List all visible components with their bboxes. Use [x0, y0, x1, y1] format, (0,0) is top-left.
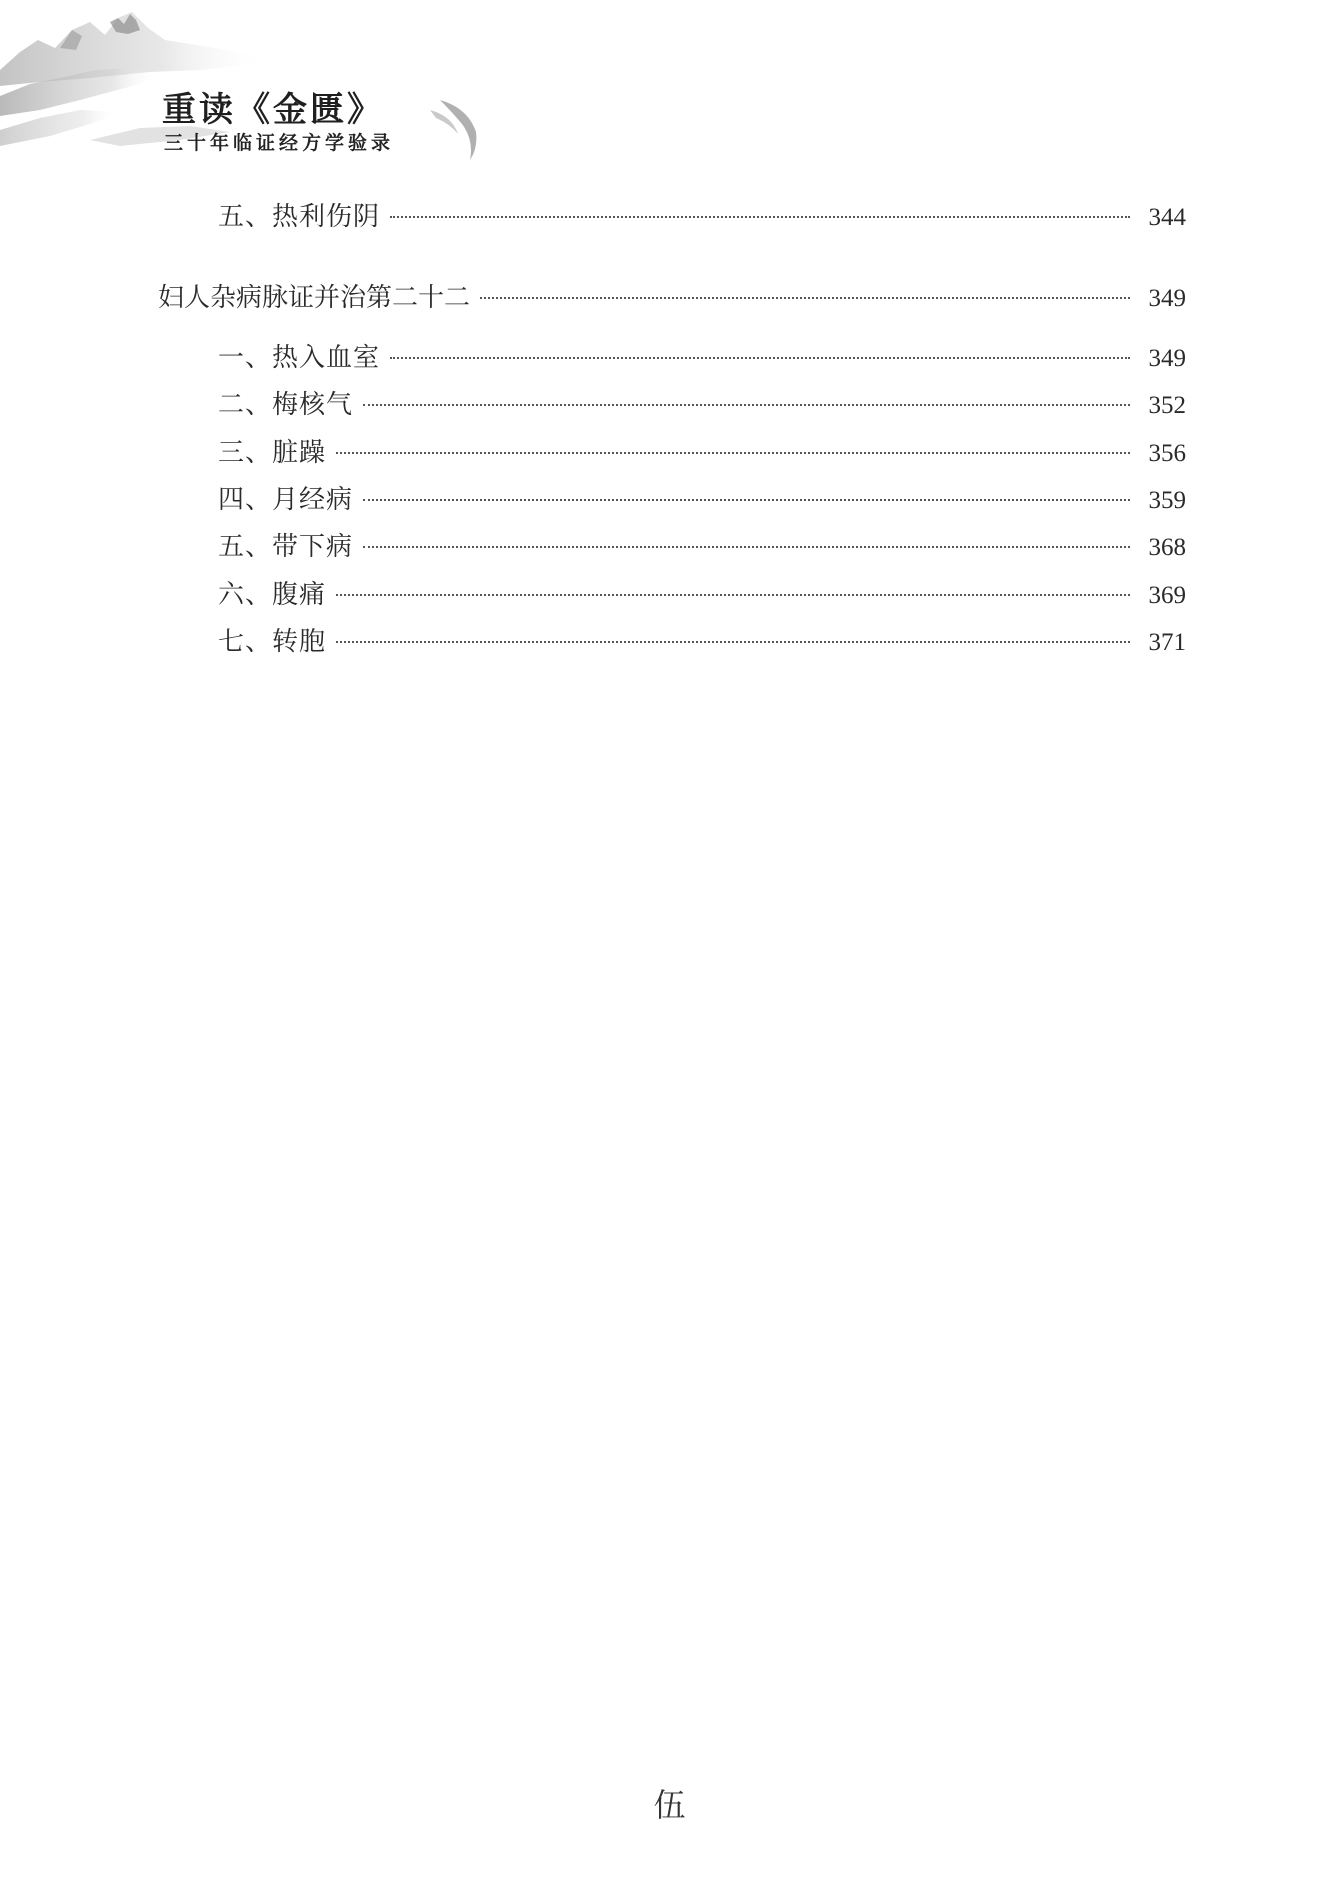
dot-leader: [336, 452, 1130, 454]
toc-entry[interactable]: [218, 526, 1186, 560]
toc-entry-label: 六、腹痛: [218, 580, 327, 610]
toc-entry[interactable]: [218, 432, 1186, 466]
toc-entry[interactable]: [218, 574, 1186, 608]
toc-entry-page: 369: [1148, 582, 1186, 609]
toc-entry-label: 五、热利伤阴: [218, 202, 381, 232]
toc-entry-label: 二、梅核气: [218, 390, 354, 420]
dot-leader: [363, 499, 1130, 501]
toc-entry[interactable]: [218, 337, 1186, 371]
dot-leader: [390, 216, 1130, 218]
toc-entry[interactable]: [218, 479, 1186, 513]
toc-entry-label: 四、月经病: [218, 485, 354, 515]
dot-leader: [390, 357, 1130, 359]
toc-entry-page: 344: [1148, 204, 1186, 231]
toc-entry-page: 371: [1148, 629, 1186, 656]
book-title: 重读《金匮》: [162, 90, 384, 130]
dot-leader: [336, 594, 1130, 596]
page-number: 伍: [653, 1786, 686, 1824]
dot-leader: [363, 404, 1130, 406]
toc-entry-page: 359: [1148, 487, 1186, 514]
toc-entry-label: 七、转胞: [218, 627, 327, 657]
toc-entry-label: 一、热入血室: [218, 343, 381, 373]
toc-entry-page: 356: [1148, 440, 1186, 467]
toc-entry-page: 368: [1148, 534, 1186, 561]
toc-chapter-label: 妇人杂病脉证并治第二十二: [158, 283, 471, 313]
toc-entry[interactable]: [218, 384, 1186, 418]
toc-entry-label: 五、带下病: [218, 532, 354, 562]
toc-entry-page: 352: [1148, 392, 1186, 419]
toc-chapter-entry[interactable]: [158, 277, 1186, 311]
toc-entry-page: 349: [1148, 345, 1186, 372]
dot-leader: [480, 297, 1130, 299]
toc-entry-label: 三、脏躁: [218, 438, 327, 468]
toc-entry-page: 349: [1148, 285, 1186, 312]
book-subtitle: 三十年临证经方学验录: [164, 132, 395, 154]
toc-entry[interactable]: [218, 621, 1186, 655]
dot-leader: [336, 641, 1130, 643]
dot-leader: [363, 546, 1130, 548]
toc-entry[interactable]: [218, 196, 1186, 230]
